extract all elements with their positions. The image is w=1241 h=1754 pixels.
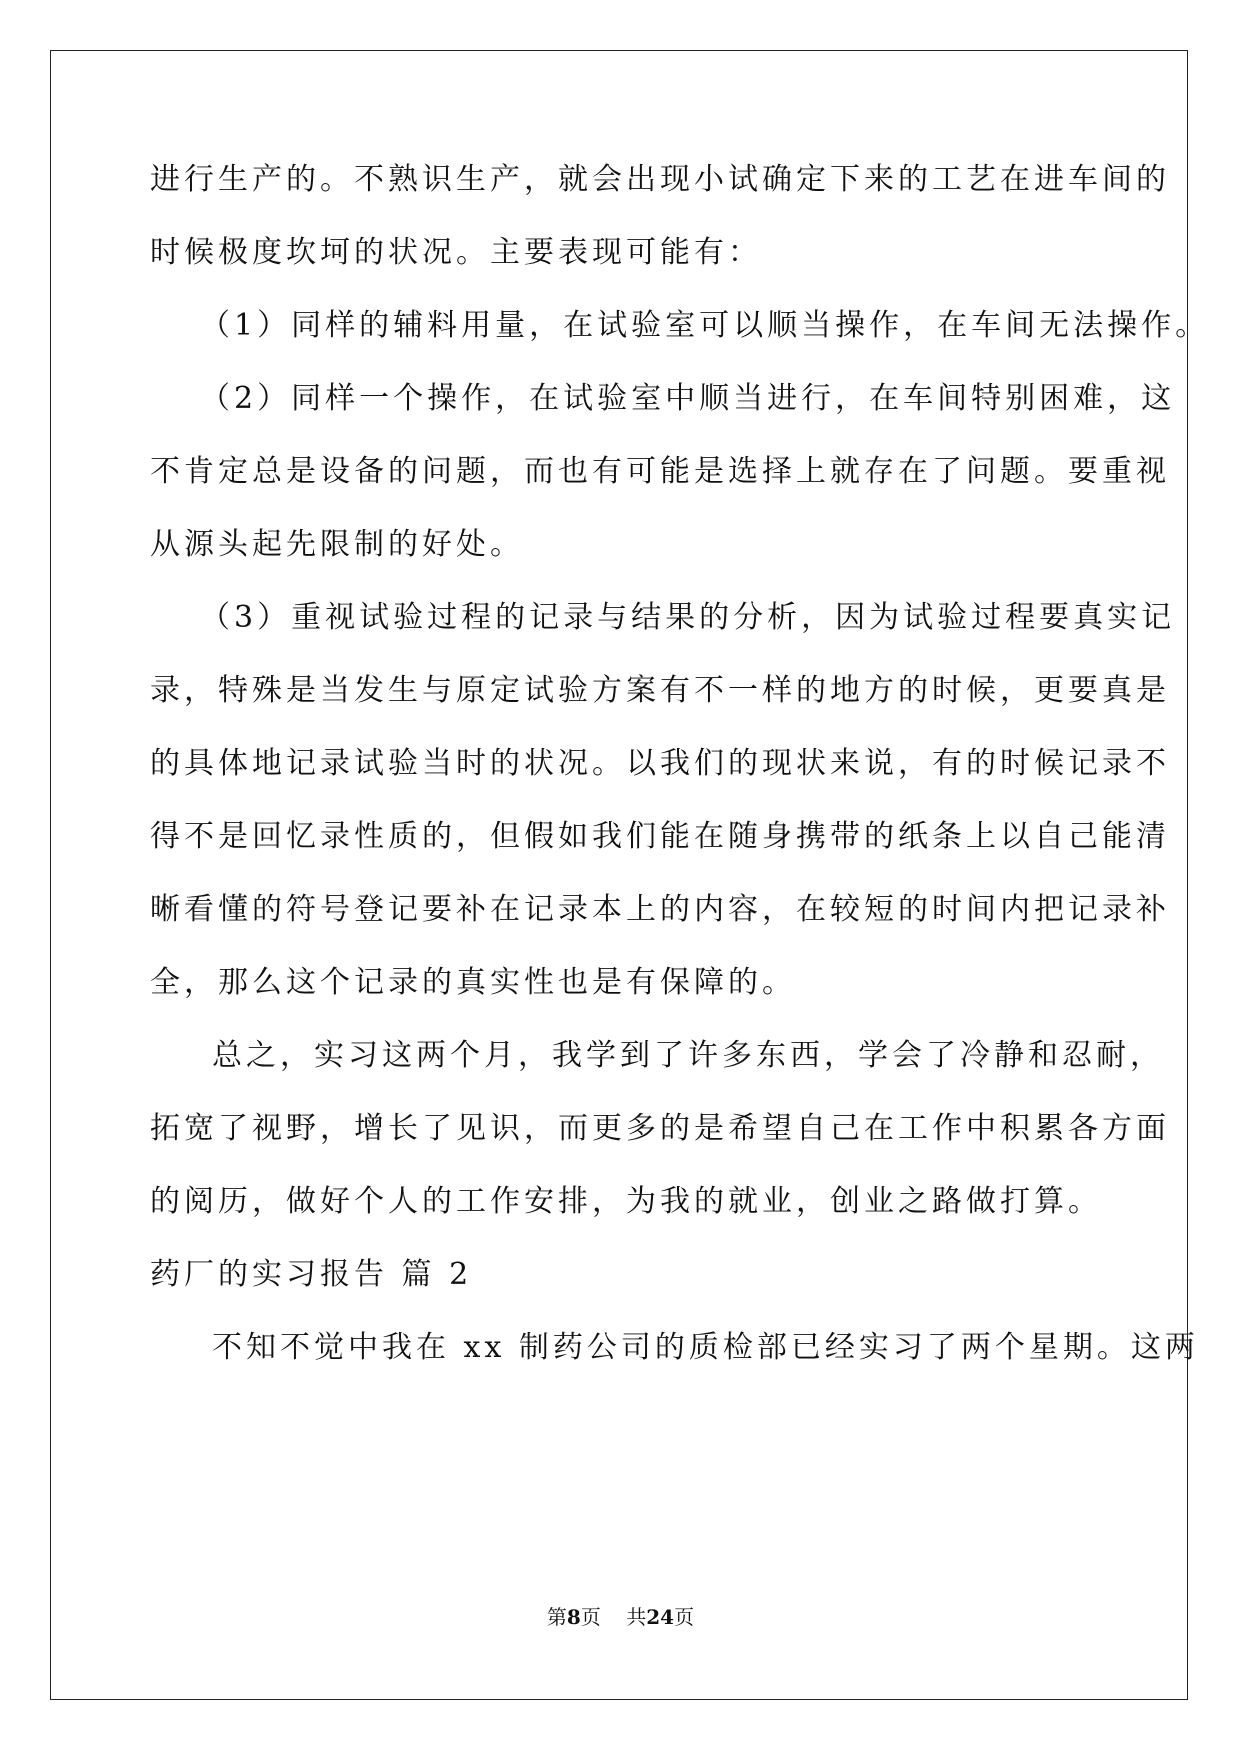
text-line-17: 不知不觉中我在 xx 制药公司的质检部已经实习了两个星期。这两 [212,1330,1199,1365]
page-suffix: 页 [580,1605,601,1629]
text-line-11: 晰看懂的符号登记要补在记录本上的内容，在较短的时间内把记录补 [150,892,1170,927]
text-line-6: 从源头起先限制的好处。 [150,527,524,562]
page-footer [0,1605,1241,1629]
text-line-14: 拓宽了视野，增长了见识，而更多的是希望自己在工作中积累各方面 [150,1111,1170,1146]
text-line-12: 全，那么这个记录的真实性也是有保障的。 [150,965,796,1000]
text-line-3: （1）同样的辅料用量，在试验室可以顺当操作，在车间无法操作。 [200,308,1210,343]
total-prefix: 共 [626,1605,647,1629]
text-line-8: 录，特殊是当发生与原定试验方案有不一样的地方的时候，更要真是 [150,673,1170,708]
page-border [50,50,1188,1700]
text-line-10: 得不是回忆录性质的，但假如我们能在随身携带的纸条上以自己能清 [150,819,1170,854]
page-prefix: 第 [546,1605,567,1629]
text-line-2: 时候极度坎坷的状况。主要表现可能有： [150,235,762,270]
section-heading: 药厂的实习报告 篇 2 [150,1257,473,1292]
text-line-13: 总之，实习这两个月，我学到了许多东西，学会了冷静和忍耐， [212,1038,1164,1073]
text-line-15: 的阅历，做好个人的工作安排，为我的就业，创业之路做打算。 [150,1184,1102,1219]
total-pages: 24 [646,1605,675,1629]
text-line-7: （3）重视试验过程的记录与结果的分析，因为试验过程要真实记 [200,600,1176,635]
text-line-9: 的具体地记录试验当时的状况。以我们的现状来说，有的时候记录不 [150,746,1170,781]
text-line-1: 进行生产的。不熟识生产，就会出现小试确定下来的工艺在进车间的 [150,162,1170,197]
text-line-4: （2）同样一个操作，在试验室中顺当进行，在车间特别困难，这 [200,381,1176,416]
page-number: 8 [566,1605,581,1629]
text-line-5: 不肯定总是设备的问题，而也有可能是选择上就存在了问题。要重视 [150,454,1170,489]
total-suffix: 页 [674,1605,695,1629]
